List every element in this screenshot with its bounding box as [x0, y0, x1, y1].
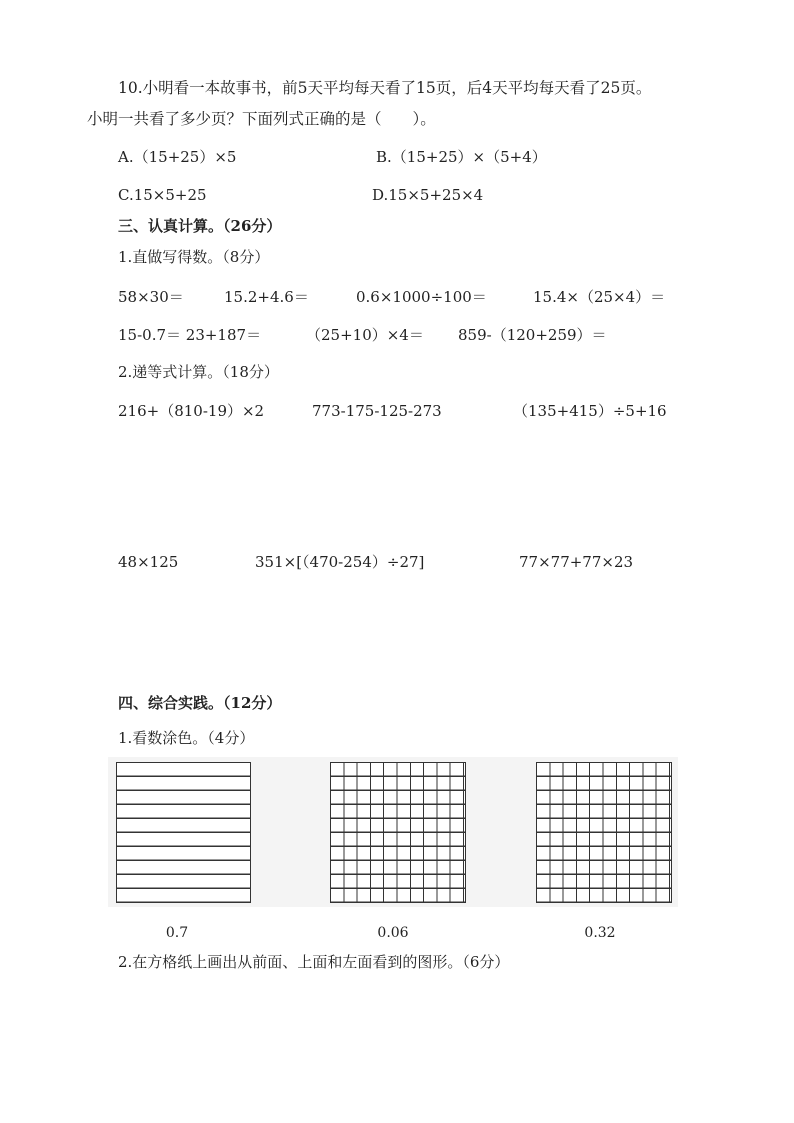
section3-part1-title: 1.直做写得数。（8分） [118, 248, 270, 266]
step-calc-item: 48×125 [118, 553, 179, 571]
section4-part2-title: 2.在方格纸上画出从前面、上面和左面看到的图形。（6分） [118, 953, 510, 971]
section4-title: 四、综合实践。（12分） [118, 694, 282, 712]
calc-item: 859-（120+259）＝ [458, 326, 607, 344]
section4-part1-title: 1.看数涂色。（4分） [118, 729, 255, 747]
calc-item: 58×30＝ [118, 288, 184, 306]
step-calc-item: 773-175-125-273 [312, 402, 442, 420]
option-b: B.（15+25）×（5+4） [376, 148, 547, 166]
step-calc-item: （135+415）÷5+16 [513, 402, 667, 420]
section3-title: 三、认真计算。（26分） [118, 217, 282, 235]
option-d: D.15×5+25×4 [372, 186, 484, 204]
grid-caption-1: 0.7 [165, 925, 189, 941]
section3-part2-title: 2.递等式计算。（18分） [118, 363, 279, 381]
option-a: A.（15+25）×5 [118, 148, 237, 166]
hundred-grid-1[interactable] [330, 762, 466, 903]
step-calc-item: 77×77+77×23 [519, 553, 634, 571]
option-c: C.15×5+25 [118, 186, 207, 204]
calc-item: 0.6×1000÷100＝ [356, 288, 487, 306]
calc-item: （25+10）×4＝ [306, 326, 424, 344]
calc-item: 15-0.7＝ 23+187＝ [118, 326, 262, 344]
step-calc-item: 351×[（470-254）÷27] [255, 553, 425, 571]
grid-caption-3: 0.32 [584, 925, 616, 941]
strip-grid-tenths[interactable] [116, 762, 251, 903]
question-10-line1: 10.小明看一本故事书，前5天平均每天看了15页，后4天平均每天看了25页。 [118, 79, 652, 97]
calc-item: 15.2+4.6＝ [224, 288, 309, 306]
calc-item: 15.4×（25×4）＝ [533, 288, 666, 306]
hundred-grid-2[interactable] [536, 762, 672, 903]
question-10-line2: 小明一共看了多少页？下面列式正确的是（ ）。 [87, 110, 436, 128]
grid-caption-2: 0.06 [377, 925, 409, 941]
step-calc-item: 216+（810-19）×2 [118, 402, 265, 420]
